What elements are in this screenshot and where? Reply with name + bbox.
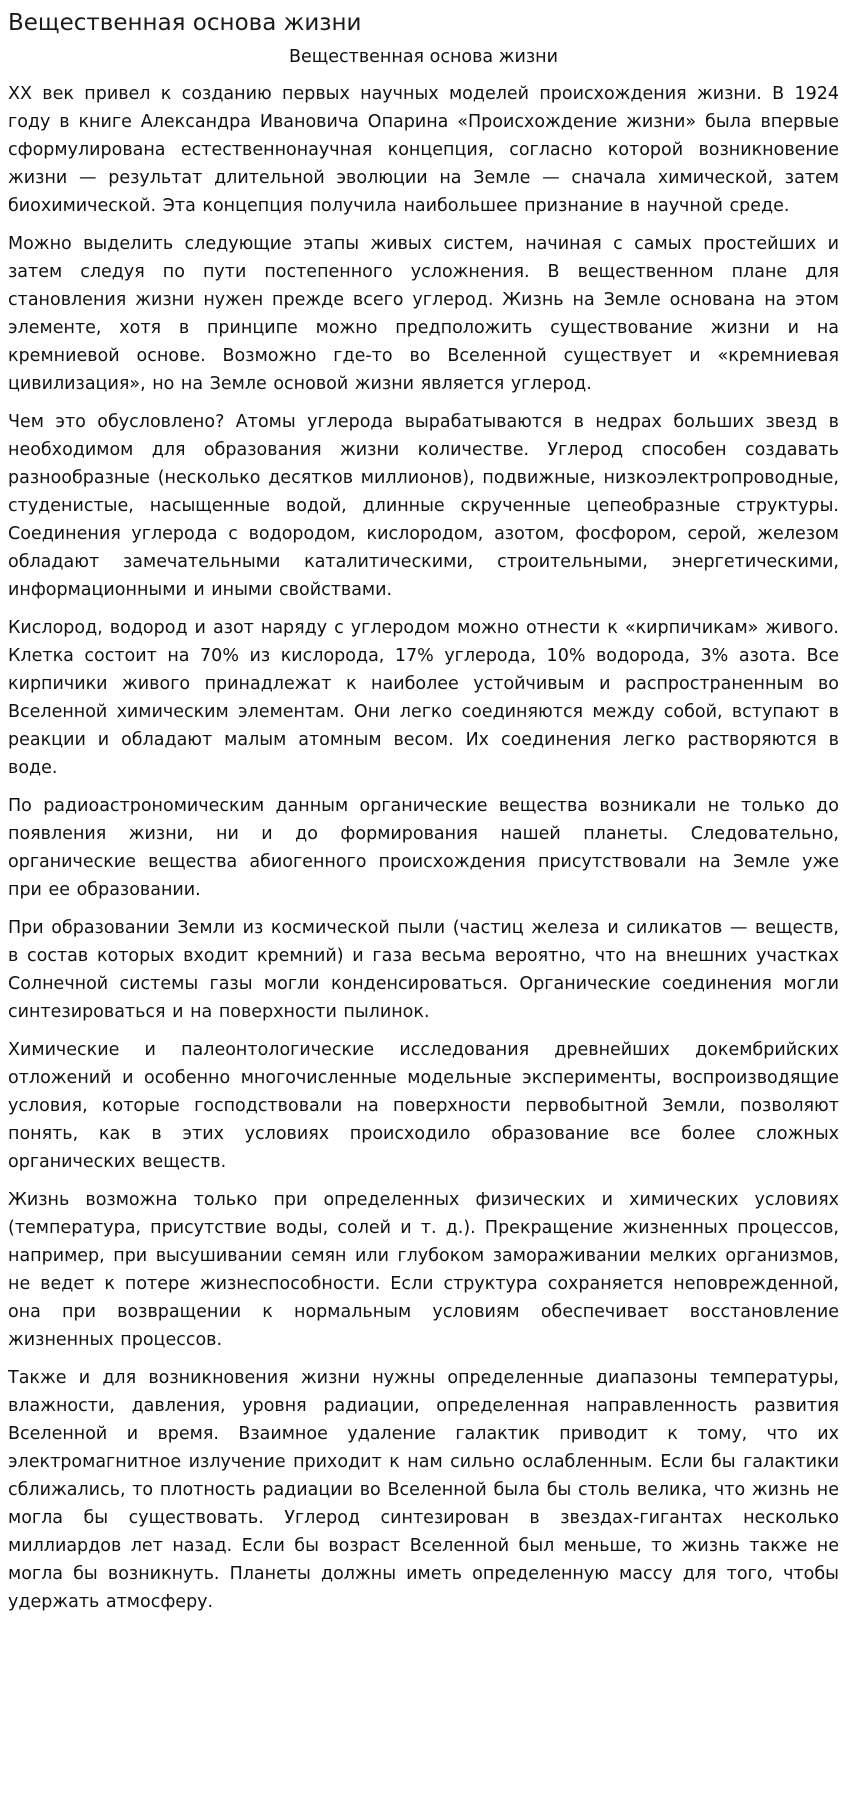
paragraph-2: Можно выделить следующие этапы живых систем, начиная с самых простейших и затем следуя по пути постепенного усложнения. В вещественном плане для становления жизни нужен прежде всего углерод. Жизнь на Земле основана на этом элементе, хотя в принципе можно предположить существование жизни и на кремниевой основе. Возможно где-то во Вселенной существует и «кремниевая цивилизация», но на Земле основой жизни является углерод.: [8, 234, 839, 394]
paragraph-9: Также и для возникновения жизни нужны определенные диапазоны температуры, влажности, давления, уровня радиации, определенная направленность развития Вселенной и время. Взаимное удаление галактик приводит к тому, что их электромагнитное излучение приходит к нам сильно ослабленным. Если бы галактики сближались, то плотность радиации во Вселенной была бы столь велика, что жизнь не могла бы существовать. Углерод синтезирован в звездах-гигантах несколько миллиардов лет назад. Если бы возраст Вселенной был меньше, то жизнь также не могла бы возникнуть. Планеты должны иметь определенную массу для того, чтобы удержать атмосферу.: [8, 1368, 839, 1612]
paragraph-6: При образовании Земли из космической пыли (частиц железа и силикатов — веществ, в состав которых входит кремний) и газа весьма вероятно, что на внешних участках Солнечной системы газы могли конденсироваться. Органические соединения могли синтезироваться и на поверхности пылинок.: [8, 918, 839, 1022]
paragraph-8: Жизнь возможна только при определенных физических и химических условиях (температура, присутствие воды, солей и т. д.). Прекращение жизненных процессов, например, при высушивании семян или глубоком замораживании мелких организмов, не ведет к потере жизнеспособности. Если структура сохраняется неповрежденной, она при возвращении к нормальным условиям обеспечивает восстановление жизненных процессов.: [8, 1190, 839, 1350]
page-title: Вещественная основа жизни: [8, 10, 362, 36]
paragraph-3: Чем это обусловлено? Атомы углерода вырабатываются в недрах больших звезд в необходимом для образования жизни количестве. Углерод способен создавать разнообразные (несколько десятков миллионов), подвижные, низкоэлектропроводные, студенистые, насыщенные водой, длинные скрученные цепеобразные структуры. Соединения углерода с водородом, кислородом, азотом, фосфором, серой, железом обладают замечательными каталитическими, строительными, энергетическими, информационными и иными свойствами.: [8, 412, 839, 600]
paragraph-4: Кислород, водород и азот наряду с углеродом можно отнести к «кирпичикам» живого. Клетка состоит на 70% из кислорода, 17% углерода, 10% водорода, 3% азота. Все кирпичики живого принадлежат к наиболее устойчивым и распространенным во Вселенной химическим элементам. Они легко соединяются между собой, вступают в реакции и обладают малым атомным весом. Их соединения легко растворяются в воде.: [8, 618, 839, 778]
document-heading: Вещественная основа жизни: [289, 47, 558, 67]
paragraph-5: По радиоастрономическим данным органические вещества возникали не только до появления жизни, ни и до формирования нашей планеты. Следовательно, органические вещества абиогенного происхождения присутствовали на Земле уже при ее образовании.: [8, 796, 839, 900]
paragraph-1: XX век привел к созданию первых научных моделей происхождения жизни. В 1924 году в книге Александра Ивановича Опарина «Происхождение жизни» была впервые сформулирована естественнонаучная концепция, согласно которой возникновение жизни — результат длительной эволюции на Земле — сначала химической, затем биохимической. Эта концепция получила наибольшее признание в научной среде.: [8, 84, 839, 216]
paragraph-7: Химические и палеонтологические исследования древнейших докембрийских отложений и особенно многочисленные модельные эксперименты, воспроизводящие условия, которые господствовали на поверхности первобытной Земли, позволяют понять, как в этих условиях происходило образование все более сложных органических веществ.: [8, 1040, 839, 1172]
